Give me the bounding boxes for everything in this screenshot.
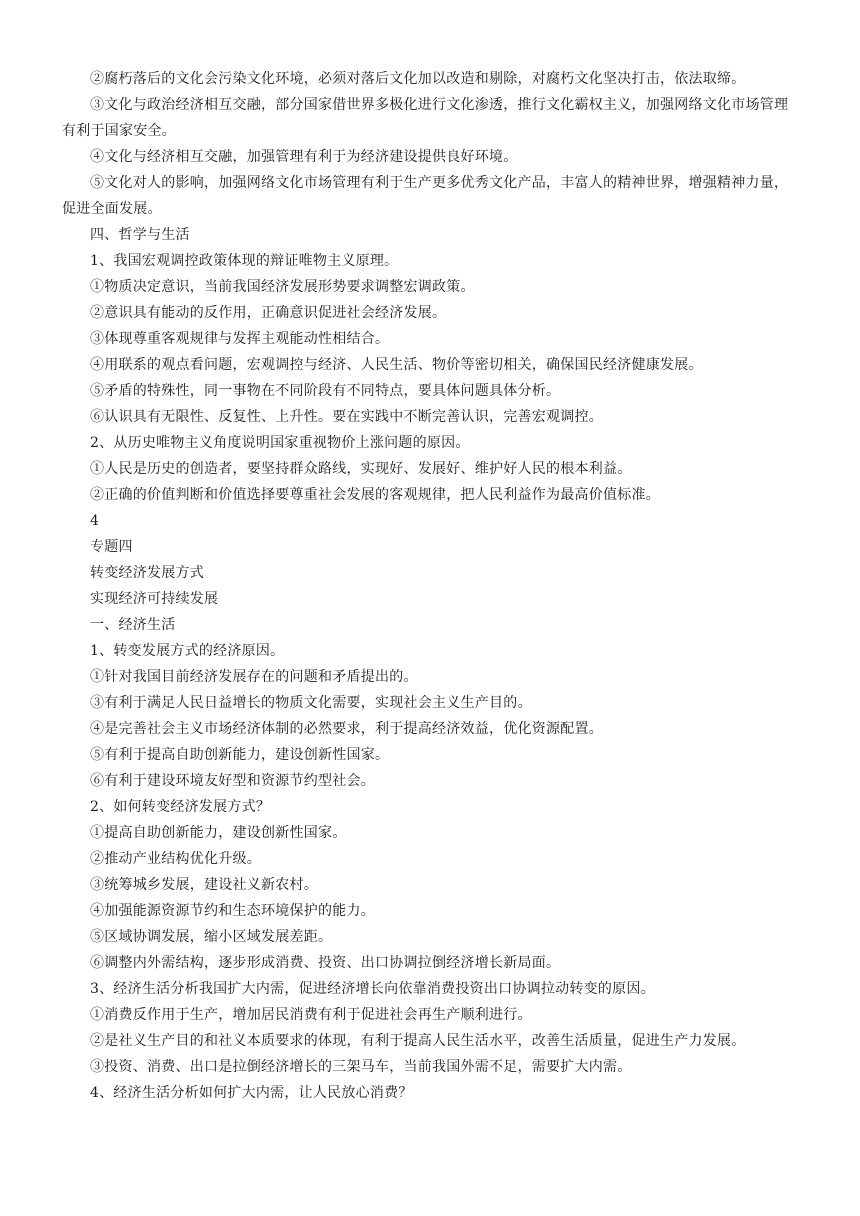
text-line: ①消费反作用于生产，增加居民消费有利于促进社会再生产顺利进行。 <box>90 1007 532 1023</box>
question-heading: 2、从历史唯物主义角度说明国家重视物价上涨问题的原因。 <box>90 435 470 451</box>
text-line: ②正确的价值判断和价值选择要尊重社会发展的客观规律，把人民利益作为最高价值标准。 <box>90 487 660 503</box>
topic-subtitle: 转变经济发展方式 <box>90 565 204 581</box>
text-line: ⑥有利于建设环境友好型和资源节约型社会。 <box>90 773 375 789</box>
section-heading: 一、经济生活 <box>90 617 176 633</box>
text-line: ⑤区域协调发展，缩小区域发展差距。 <box>90 929 333 945</box>
text-line: ③体现尊重客观规律与发挥主观能动性相结合。 <box>90 331 390 347</box>
text-line: ⑥调整内外需结构，逐步形成消费、投资、出口协调拉倒经济增长新局面。 <box>90 955 561 971</box>
topic-subtitle: 实现经济可持续发展 <box>90 591 219 607</box>
question-heading: 3、经济生活分析我国扩大内需，促进经济增长向依靠消费投资出口协调拉动转变的原因。 <box>90 981 655 997</box>
page-number: 4 <box>90 513 100 529</box>
document-page <box>62 66 802 1106</box>
question-heading: 1、转变发展方式的经济原因。 <box>90 643 285 659</box>
text-line: ④文化与经济相互交融，加强管理有利于为经济建设提供良好环境。 <box>90 149 518 165</box>
text-line: ④加强能源资源节约和生态环境保护的能力。 <box>90 903 375 919</box>
question-heading: 2、如何转变经济发展方式？ <box>90 799 271 815</box>
text-line: ④用联系的观点看问题，宏观调控与经济、人民生活、物价等密切相关，确保国民经济健康发展。 <box>90 357 703 373</box>
question-heading: 4、经济生活分析如何扩大内需，让人民放心消费？ <box>90 1085 413 1101</box>
text-line: ①提高自助创新能力，建设创新性国家。 <box>90 825 347 841</box>
text-line: ⑤矛盾的特殊性，同一事物在不同阶段有不同特点，要具体问题具体分析。 <box>90 383 561 399</box>
text-line: ①针对我国目前经济发展存在的问题和矛盾提出的。 <box>90 669 418 685</box>
question-heading: 1、我国宏观调控政策体现的辩证唯物主义原理。 <box>90 253 399 269</box>
text-line: ③统筹城乡发展，建设社义新农村。 <box>90 877 318 893</box>
text-line: ③有利于满足人民日益增长的物质文化需要，实现社会主义生产目的。 <box>90 695 532 711</box>
text-line: ①物质决定意识，当前我国经济发展形势要求调整宏调政策。 <box>90 279 475 295</box>
text-line: ④是完善社会主义市场经济体制的必然要求，利于提高经济效益，优化资源配置。 <box>90 721 603 737</box>
text-line: ②意识具有能动的反作用，正确意识促进社会经济发展。 <box>90 305 447 321</box>
text-line: ⑥认识具有无限性、反复性、上升性。要在实践中不断完善认识，完善宏观调控。 <box>90 409 603 425</box>
text-line: ②推动产业结构优化升级。 <box>90 851 261 867</box>
text-line: ②是社义生产目的和社义本质要求的体现，有利于提高人民生活水平，改善生活质量，促进生产力发展。 <box>90 1033 746 1049</box>
text-line: ②腐朽落后的文化会污染文化环境，必须对落后文化加以改造和剔除，对腐朽文化坚决打击，依法取缔。 <box>90 71 746 87</box>
text-line: ③文化与政治经济相互交融，部分国家借世界多极化进行文化渗透，推行文化霸权主义，加强网络文化市场管理有利于国家安全。 <box>62 97 789 139</box>
text-line: ⑤文化对人的影响，加强网络文化市场管理有利于生产更多优秀文化产品，丰富人的精神世界，增强精神力量，促进全面发展。 <box>62 175 789 217</box>
section-heading: 四、哲学与生活 <box>90 227 190 243</box>
text-line: ③投资、消费、出口是拉倒经济增长的三架马车，当前我国外需不足，需要扩大内需。 <box>90 1059 632 1075</box>
text-line: ⑤有利于提高自助创新能力，建设创新性国家。 <box>90 747 390 763</box>
topic-title: 专题四 <box>90 539 133 555</box>
text-line: ①人民是历史的创造者，要坚持群众路线，实现好、发展好、维护好人民的根本利益。 <box>90 461 632 477</box>
